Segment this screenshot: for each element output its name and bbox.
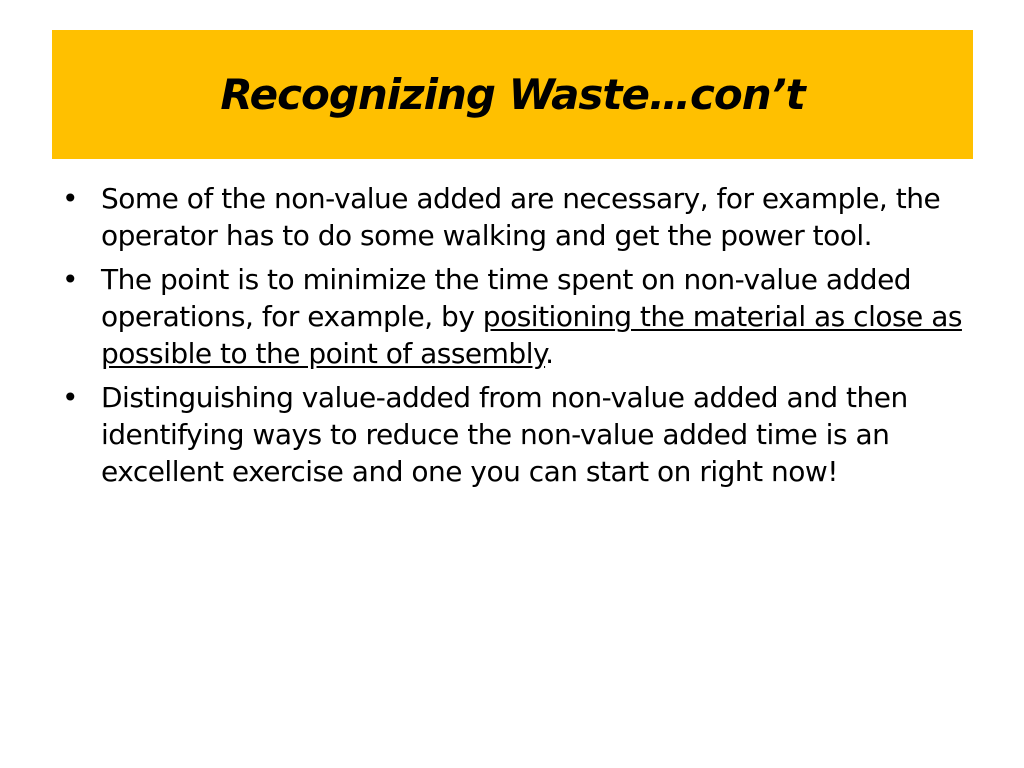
bullet-dot-icon: •	[62, 263, 79, 296]
bullet-text: Distinguishing value-added from non-value added and then identifying ways to reduce the non-value added time is an excellent exercise and one you can start on right now!	[101, 381, 908, 488]
bullet-text-after: .	[545, 337, 554, 370]
bullet-text-before: The point is to minimize the time spent on non-value added operations, for example, by	[101, 263, 912, 333]
slide-title: Recognizing Waste…con’t	[220, 70, 805, 119]
bullet-text-underlined: positioning the material as close as possible to the point of assembly	[101, 300, 962, 370]
title-bar	[52, 30, 973, 159]
bullet-item-3	[60, 379, 970, 490]
bullet-text: Some of the non-value added are necessary, for example, the operator has to do some walking and get the power tool.	[101, 182, 941, 252]
bullet-item-2	[60, 261, 970, 372]
bullet-dot-icon: •	[62, 381, 79, 414]
bullet-item-1	[60, 180, 970, 254]
bullet-list	[60, 180, 970, 497]
bullet-dot-icon: •	[62, 182, 79, 215]
